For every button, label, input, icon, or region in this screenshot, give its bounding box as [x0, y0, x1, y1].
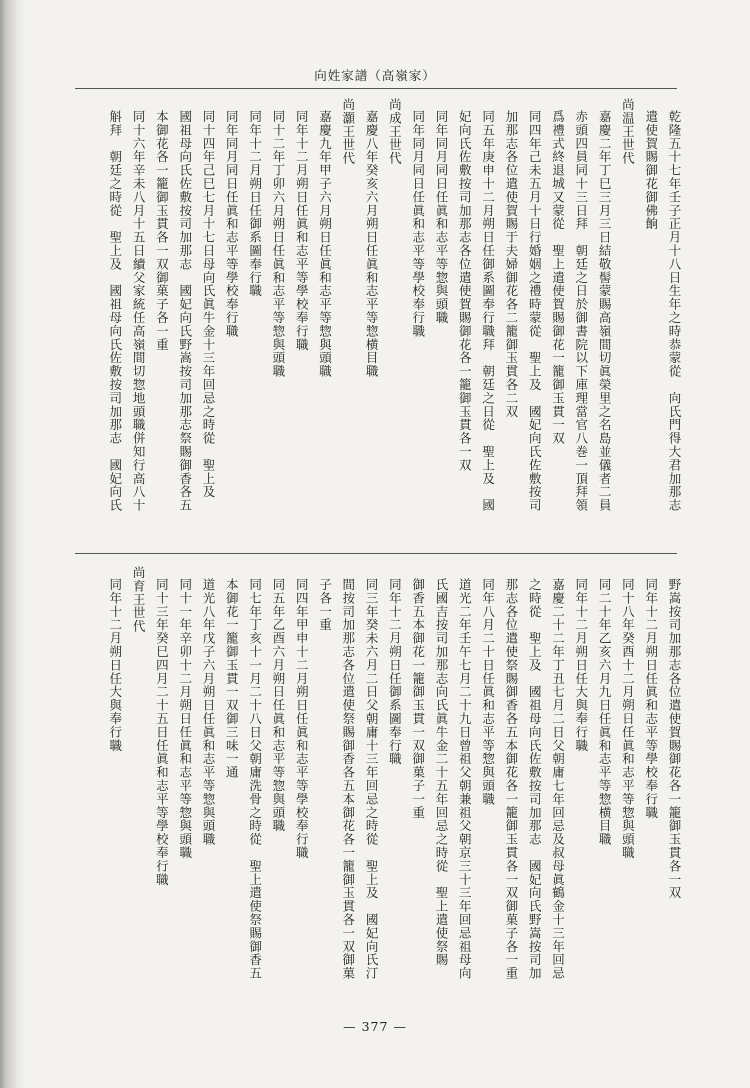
page-number: — 377 —: [343, 1019, 407, 1034]
text-column: 同年十二月朔日任眞和志平等學校奉行職: [294, 110, 310, 352]
text-column: 同十八年癸酉十二月朔日任眞和志平等惣與頭職: [620, 578, 636, 860]
text-column: 同年同月同日任眞和志平等學校奉行職: [410, 110, 426, 338]
text-column: 斛拜 朝廷之時從 聖上及 國祖母向氏佐敷按司加那志 國妃向氏: [107, 110, 123, 512]
text-column: 同五年庚申十二月朔日任御系圖奉行職拜 朝廷之日從 聖上及 國: [480, 110, 496, 512]
text-column: 間按司加那志各位遣使祭賜御香各五本御花各一籠御玉貫各一双御菓: [340, 578, 356, 980]
text-column: 道光八年戊子六月朔日任眞和志平等惣與頭職: [201, 578, 216, 846]
text-column: 同年十二月朔日任御系圖奉行職: [387, 578, 403, 766]
text-column: 加那志各位遣使賀賜于夫婦御花各二籠御玉貫各二双: [503, 110, 519, 419]
text-column: 道光二年壬午七月二十九日曾祖父朝兼祖父朝京三十三年回忌祖母向: [457, 578, 473, 980]
text-column: 尚育王世代: [131, 566, 147, 633]
text-column: 同年十二月朔日任御系圖奉行職: [247, 110, 263, 298]
text-column: 同年十二月朔日任眞和志平等學校奉行職: [643, 578, 659, 820]
text-column: 國祖母向氏佐敷按司加那志 國妃向氏野嵩按司加那志祭賜御香各五: [177, 110, 193, 512]
text-column: 同十六年辛未八月十五日續父家統任高嶺間切惣地頭職併知行高八十: [131, 110, 147, 512]
text-column: 同年八月二十日任眞和志平等惣與頭職: [480, 578, 496, 806]
text-column: 尚灝王世代: [340, 98, 356, 165]
text-column: 本御花各一籠御玉貫各一双御菓子各一重: [154, 110, 170, 352]
text-column: 同五年乙酉六月朔日任眞和志平等惣與頭職: [270, 578, 286, 833]
text-column: 同三年癸未六月二日父朝庸十三年回忌之時從 聖上及 國妃向氏汀: [364, 578, 380, 980]
text-column: 同十四年己巳七月十七日母向氏眞牛金十三年回忌之時從 聖上及: [201, 110, 216, 499]
text-column: 遣使賀賜御花御佛餉: [643, 110, 659, 231]
text-column: 子各一重: [317, 578, 333, 632]
text-column: 同二十年乙亥六月九日任眞和志平等惣横目職: [597, 578, 613, 846]
text-column: 同七年丁亥十一月二十八日父朝庸洗骨之時從 聖上遣使祭賜御香五: [247, 578, 263, 980]
text-column: 赤頭四員同十三日拜 朝廷之日於御書院以下庫理當官八巻一頂拜領: [573, 110, 589, 512]
text-column: 同年同月同日任眞和志平等學校奉行職: [224, 110, 240, 338]
text-column: 之時從 聖上及 國祖母向氏佐敷按司加那志 國妃向氏野嵩按司加: [527, 578, 543, 980]
middle-rule: [75, 553, 677, 554]
text-column: 同年十二月朔日任大與奉行職: [573, 578, 589, 753]
text-column: 那志各位遣使祭賜御香各五本御花各一籠御玉貫各一双御菓子各一重: [503, 578, 519, 980]
text-column: 嘉慶二年丁巳三月三日結敬髻蒙賜高嶺間切眞榮里之名島並儀者二員: [597, 110, 613, 512]
text-column: 同四年己未五月十日行婚姻之禮時蒙從 聖上及 國妃向氏佐敷按司: [527, 110, 543, 512]
text-column: 同十一年辛卯十二月朔日任眞和志平等惣與頭職: [177, 578, 193, 860]
text-column: 本御花一籠御玉貫一双御三味一通: [224, 578, 240, 779]
text-column: 尚温王世代: [620, 98, 636, 165]
text-column: 同十二年丁卯六月朔日任眞和志平等惣與頭職: [270, 110, 286, 378]
header-rule: [75, 88, 677, 89]
text-column: 同四年甲申十二月朔日任眞和志平等學校奉行職: [294, 578, 310, 860]
text-column: 妃向氏佐敷按司加那志各位遣使賀賜御花各一籠御玉貫各一双: [457, 110, 473, 472]
text-column: 氏國吉按司加那志向氏眞牛金二十五年回忌之時從 聖上遣使祭賜: [434, 578, 449, 967]
page-header: 向姓家譜（高嶺家）: [314, 68, 436, 83]
page-gutter-shadow: [0, 0, 26, 1088]
text-column: 野嵩按司加那志各位遣使賀賜御花各一籠御玉貫各一双: [667, 578, 682, 900]
text-column: 嘉慶二十二年丁丑七月二日父朝庸七年回忌及叔母眞鶴金十三年回忌: [550, 578, 566, 980]
text-column: 嘉慶八年癸亥六月朔日任眞和志平等惣横目職: [364, 110, 380, 378]
text-column: 爲禮式終退城又蒙從 聖上遣使賀賜御花一籠御玉貫一双: [550, 110, 566, 445]
text-column: 嘉慶九年甲子六月朔日任眞和志平等惣與頭職: [317, 110, 333, 378]
text-column: 同年同月同日任眞和志平等惣與頭職: [434, 110, 449, 325]
text-column: 同年十二月朔日任大與奉行職: [107, 578, 123, 753]
text-column: 同十三年癸巳四月二十五日任眞和志平等學校奉行職: [154, 578, 170, 887]
text-column: 乾隆五十七年壬子正月十八日生年之時恭蒙從 向氏門得大君加那志: [667, 110, 682, 512]
text-column: 尚成王世代: [387, 98, 403, 165]
text-column: 御香五本御花一籠御玉貫一双御菓子一重: [410, 578, 426, 820]
